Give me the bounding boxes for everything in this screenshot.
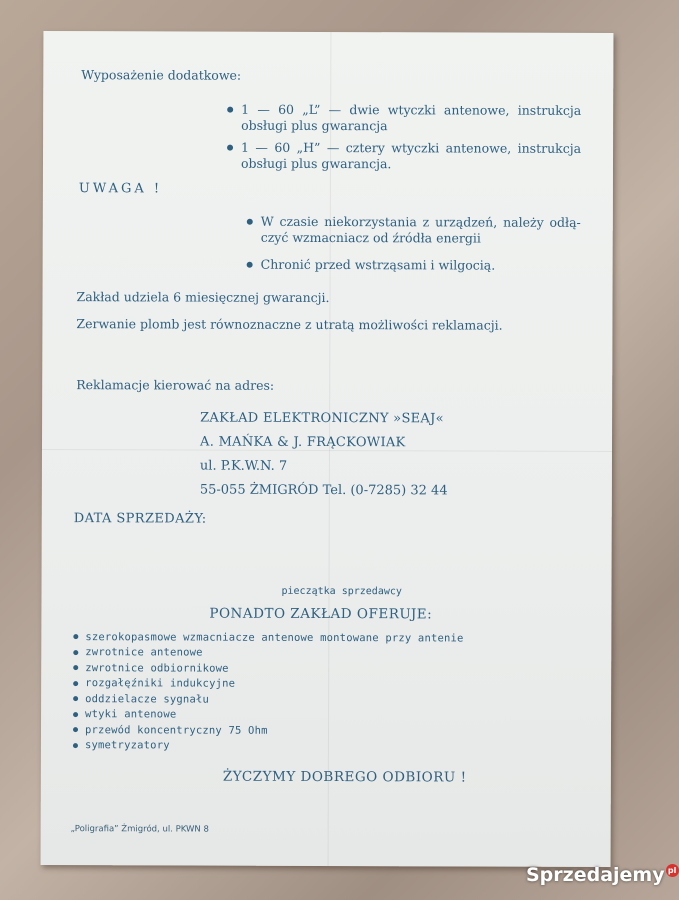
offer-item-text: wtyki antenowe — [85, 708, 177, 721]
offer-item-text: przewód koncentryczny 75 Ohm — [84, 723, 268, 737]
bullet-icon — [73, 665, 78, 670]
offer-item-text: oddzielacze sygnału — [85, 692, 210, 706]
bullet-icon — [73, 727, 78, 732]
bullet-icon — [73, 650, 78, 655]
bullet-icon — [73, 696, 78, 701]
bullet-icon — [227, 145, 233, 151]
warning-item-2-text: Chronić przed wstrząsami i wilgocią. — [260, 256, 496, 273]
offer-list — [73, 629, 464, 754]
watermark-badge: pl — [666, 864, 679, 877]
offer-item — [73, 629, 463, 646]
company-street: ul. P.K.W.N. 7 — [199, 458, 288, 474]
sale-date-label: DATA SPRZEDAŻY: — [73, 511, 207, 527]
guarantee-text: Zakład udziela 6 miesięcznej gwarancji. — [76, 289, 330, 306]
bullet-icon — [73, 681, 78, 686]
offer-item-text: symetryzatory — [84, 739, 170, 752]
warning-item-1-line2: czyć wzmacniacz od źródła energii — [260, 229, 481, 246]
equipment-item-2-line1: 1 — 60 „H” — cztery wtyczki antenowe, instrukcja — [241, 139, 582, 156]
seller-stamp-label: pieczątka sprzedawcy — [281, 585, 402, 598]
offer-item-text: zwrotnice odbiornikowe — [85, 661, 229, 675]
warning-item-1 — [247, 214, 581, 247]
offer-item-text: zwrotnice antenowe — [85, 646, 203, 659]
bullet-icon — [247, 262, 253, 268]
equipment-item-2 — [227, 140, 581, 173]
bullet-icon — [73, 634, 78, 639]
company-owners: A. MAŃKA & J. FRĄCKOWIAK — [199, 434, 406, 451]
offer-heading: PONADTO ZAKŁAD OFERUJE: — [209, 605, 433, 623]
warning-item-1-line1: W czasie niekorzystania z urządzeń, należy odłą- — [260, 213, 581, 230]
offer-item — [73, 645, 463, 662]
offer-item — [73, 722, 463, 739]
equipment-item-1-line2: obsługi plus gwarancja — [241, 117, 388, 134]
seal-warning-text: Zerwanie plomb jest równoznaczne z utratą możliwości reklamacji. — [76, 316, 503, 333]
warning-heading: UWAGA ! — [78, 181, 163, 197]
bullet-icon — [247, 219, 253, 225]
watermark-text: Sprzedajemy — [526, 864, 665, 886]
offer-item — [73, 660, 463, 677]
company-name: ZAKŁAD ELEKTRONICZNY »SEAJ« — [200, 410, 444, 427]
site-watermark — [526, 864, 679, 886]
equipment-item-1-line1: 1 — 60 „L” — dwie wtyczki antenowe, instrukcja — [241, 101, 582, 118]
company-city-phone: 55-055 ŻMIGRÓD Tel. (0-7285) 32 44 — [199, 482, 448, 499]
printer-imprint: „Poligrafia” Żmigród, ul. PKWN 8 — [70, 824, 209, 835]
offer-item-text: szerokopasmowe wzmacniacze antenowe montowane przy antenie — [85, 630, 464, 645]
offer-item-text: rozgałęźniki indukcyjne — [85, 677, 236, 690]
document-sheet — [41, 31, 614, 867]
bullet-icon — [227, 107, 233, 113]
offer-item — [73, 676, 463, 693]
offer-item — [73, 691, 463, 708]
offer-item — [73, 738, 463, 755]
bullet-icon — [73, 712, 78, 717]
equipment-item-1 — [227, 102, 581, 135]
closing-slogan: ŻYCZYMY DOBREGO ODBIORU ! — [222, 768, 467, 786]
equipment-heading: Wyposażenie dodatkowe: — [81, 67, 242, 83]
bullet-icon — [73, 743, 78, 748]
warning-item-2 — [247, 257, 496, 274]
offer-item — [73, 707, 463, 724]
complaints-label: Reklamacje kierować na adres: — [76, 377, 275, 393]
equipment-item-2-line2: obsługi plus gwarancja. — [240, 155, 392, 172]
